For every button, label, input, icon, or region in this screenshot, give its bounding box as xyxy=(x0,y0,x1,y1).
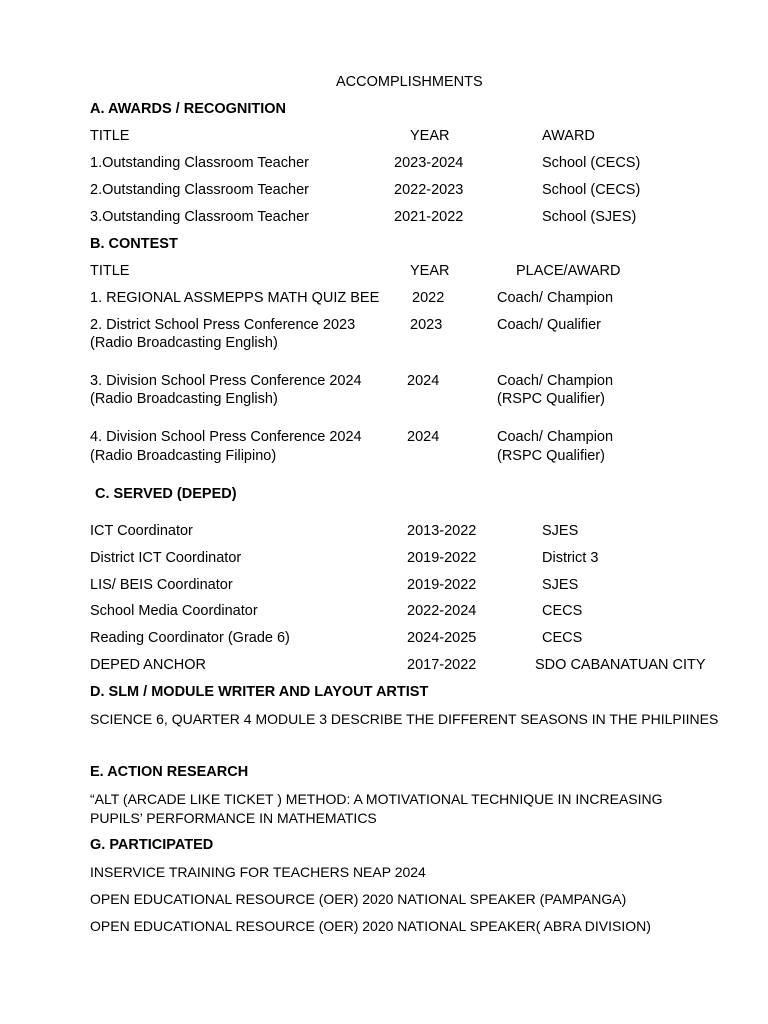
awards-row-year: 2021-2022 xyxy=(394,209,464,225)
served-heading: C. SERVED (DEPED) xyxy=(95,486,237,502)
awards-header-year: YEAR xyxy=(410,128,450,144)
served-row-place: CECS xyxy=(542,603,583,619)
contest-row-year: 2022 xyxy=(412,290,445,306)
awards-header-award: AWARD xyxy=(542,128,595,144)
slm-text: SCIENCE 6, QUARTER 4 MODULE 3 DESCRIBE THE DIFFERENT SEASONS IN THE PHILPIINES xyxy=(90,711,719,727)
served-row-role: ICT Coordinator xyxy=(90,523,193,539)
contest-row-year: 2024 xyxy=(407,429,440,445)
contest-row-award: Coach/ Champion xyxy=(497,290,614,306)
awards-row-year: 2022-2023 xyxy=(394,182,464,198)
awards-heading: A. AWARDS / RECOGNITION xyxy=(90,101,287,117)
contest-row-title: 1. REGIONAL ASSMEPPS MATH QUIZ BEE xyxy=(90,290,380,306)
awards-row-title: 2.Outstanding Classroom Teacher xyxy=(90,182,309,198)
participated-item: OPEN EDUCATIONAL RESOURCE (OER) 2020 NATIONAL SPEAKER (PAMPANGA) xyxy=(90,891,627,907)
research-title-line: “ALT (ARCADE LIKE TICKET ) METHOD: A MOTIVATIONAL TECHNIQUE IN INCREASING xyxy=(90,791,663,807)
contest-header-award: PLACE/AWARD xyxy=(516,263,621,279)
served-row-role: LIS/ BEIS Coordinator xyxy=(90,577,233,593)
research-heading: E. ACTION RESEARCH xyxy=(90,764,249,780)
contest-row-award-note: (RSPC Qualifier) xyxy=(497,448,605,464)
contest-row-year: 2024 xyxy=(407,373,440,389)
served-row-year: 2017-2022 xyxy=(407,657,477,673)
contest-row-subtitle: (Radio Broadcasting Filipino) xyxy=(90,448,277,464)
participated-item: OPEN EDUCATIONAL RESOURCE (OER) 2020 NATIONAL SPEAKER( ABRA DIVISION) xyxy=(90,918,651,934)
contest-row-subtitle: (Radio Broadcasting English) xyxy=(90,391,278,407)
participated-heading: G. PARTICIPATED xyxy=(90,837,214,853)
contest-row-year: 2023 xyxy=(410,317,443,333)
contest-header-title: TITLE xyxy=(90,263,130,279)
served-row-place: SDO CABANATUAN CITY xyxy=(535,657,706,673)
contest-row-award-note: (RSPC Qualifier) xyxy=(497,391,605,407)
awards-header-title: TITLE xyxy=(90,128,130,144)
served-row-place: CECS xyxy=(542,630,583,646)
served-row-role: Reading Coordinator (Grade 6) xyxy=(90,630,290,646)
contest-row-title: 2. District School Press Conference 2023 xyxy=(90,317,356,333)
contest-row-award: Coach/ Qualifier xyxy=(497,317,601,333)
page-title: ACCOMPLISHMENTS xyxy=(336,74,483,90)
contest-header-year: YEAR xyxy=(410,263,450,279)
awards-row-title: 1.Outstanding Classroom Teacher xyxy=(90,155,309,171)
research-title-line: PUPILS’ PERFORMANCE IN MATHEMATICS xyxy=(90,810,377,826)
contest-heading: B. CONTEST xyxy=(90,236,178,252)
served-row-year: 2022-2024 xyxy=(407,603,477,619)
awards-row-award: School (CECS) xyxy=(542,182,641,198)
contest-row-title: 4. Division School Press Conference 2024 xyxy=(90,429,362,445)
served-row-place: SJES xyxy=(542,577,579,593)
served-row-year: 2013-2022 xyxy=(407,523,477,539)
contest-row-award: Coach/ Champion xyxy=(497,429,614,445)
awards-row-award: School (CECS) xyxy=(542,155,641,171)
contest-row-subtitle: (Radio Broadcasting English) xyxy=(90,335,278,351)
served-row-role: District ICT Coordinator xyxy=(90,550,242,566)
served-row-year: 2019-2022 xyxy=(407,550,477,566)
awards-row-year: 2023-2024 xyxy=(394,155,464,171)
contest-row-award: Coach/ Champion xyxy=(497,373,614,389)
awards-row-award: School (SJES) xyxy=(542,209,637,225)
served-row-year: 2024-2025 xyxy=(407,630,477,646)
served-row-role: School Media Coordinator xyxy=(90,603,258,619)
served-row-year: 2019-2022 xyxy=(407,577,477,593)
awards-row-title: 3.Outstanding Classroom Teacher xyxy=(90,209,309,225)
slm-heading: D. SLM / MODULE WRITER AND LAYOUT ARTIST xyxy=(90,684,429,700)
served-row-place: SJES xyxy=(542,523,579,539)
participated-item: INSERVICE TRAINING FOR TEACHERS NEAP 2024 xyxy=(90,864,426,880)
served-row-place: District 3 xyxy=(542,550,599,566)
contest-row-title: 3. Division School Press Conference 2024 xyxy=(90,373,362,389)
served-row-role: DEPED ANCHOR xyxy=(90,657,207,673)
